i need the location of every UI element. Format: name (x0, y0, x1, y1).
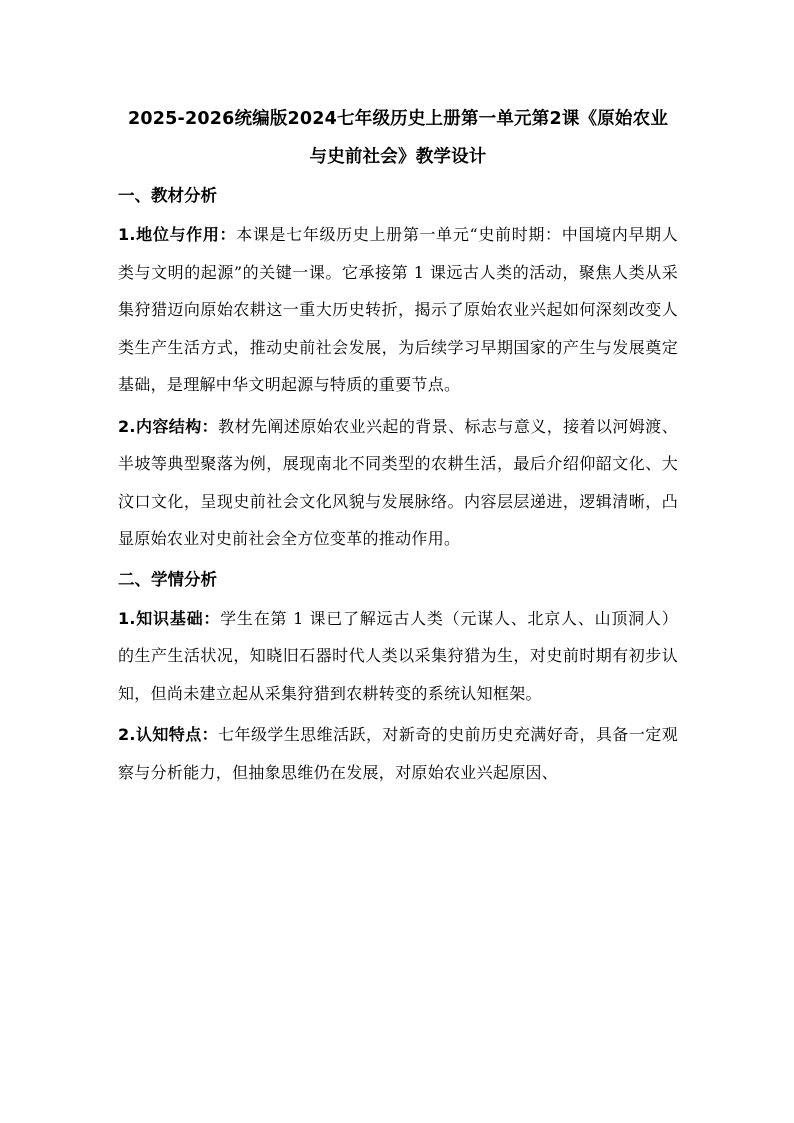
paragraph-cognitive-traits (118, 716, 678, 791)
paragraph-content-structure (118, 408, 678, 558)
document-body (118, 100, 678, 795)
document-title (118, 100, 678, 176)
paragraph-lead: 2.内容结构： (118, 416, 219, 436)
paragraph-position-and-role (118, 216, 678, 404)
paragraph-text: 教材先阐述原始农业兴起的背景、标志与意义，接着以河姆渡、半坡等典型聚落为例，展现南北不同类型的农耕生活，最后介绍仰韶文化、大汶口文化，呈现史前社会文化风貌与发展脉络。内容层层递进，逻辑清晰，凸显原始农业对史前社会全方位变革的推动作用。 (118, 416, 678, 548)
paragraph-text: 七年级学生思维活跃，对新奇的史前历史充满好奇，具备一定观察与分析能力，但抽象思维仍在发展，对原始农业兴起原因、 (118, 725, 678, 782)
paragraph-lead: 1.地位与作用： (118, 225, 237, 244)
paragraph-knowledge-base (118, 600, 678, 713)
section-heading-textbook-analysis: 一、教材分析 (118, 186, 217, 205)
paragraph-lead: 2.认知特点： (118, 725, 219, 744)
title-line-2: 与史前社会》教学设计 (309, 147, 487, 167)
title-line-1: 2025-2026统编版2024七年级历史上册第一单元第2课《原始农业 (127, 109, 669, 129)
section-heading-student-analysis: 二、学情分析 (118, 569, 217, 589)
paragraph-text: 本课是七年级历史上册第一单元“史前时期：中国境内早期人类与文明的起源”的关键一课。它承接第 1 课远古人类的活动，聚焦人类从采集狩猎迈向原始农耕这一重大历史转折，揭示了原始农业兴起如何深刻改变人类生产生活方式，推动史前社会发展，为后续学习早期国家的产生与发展奠定基础，是理解中华文明起源与特质的重要节点。 (118, 225, 678, 394)
paragraph-lead: 1.知识基础： (118, 608, 221, 628)
paragraph-text: 学生在第 1 课已了解远古人类（元谋人、北京人、山顶洞人）的生产生活状况，知晓旧石器时代人类以采集狩猎为生，对史前时期有初步认知，但尚未建立起从采集狩猎到农耕转变的系统认知框架。 (118, 608, 678, 703)
